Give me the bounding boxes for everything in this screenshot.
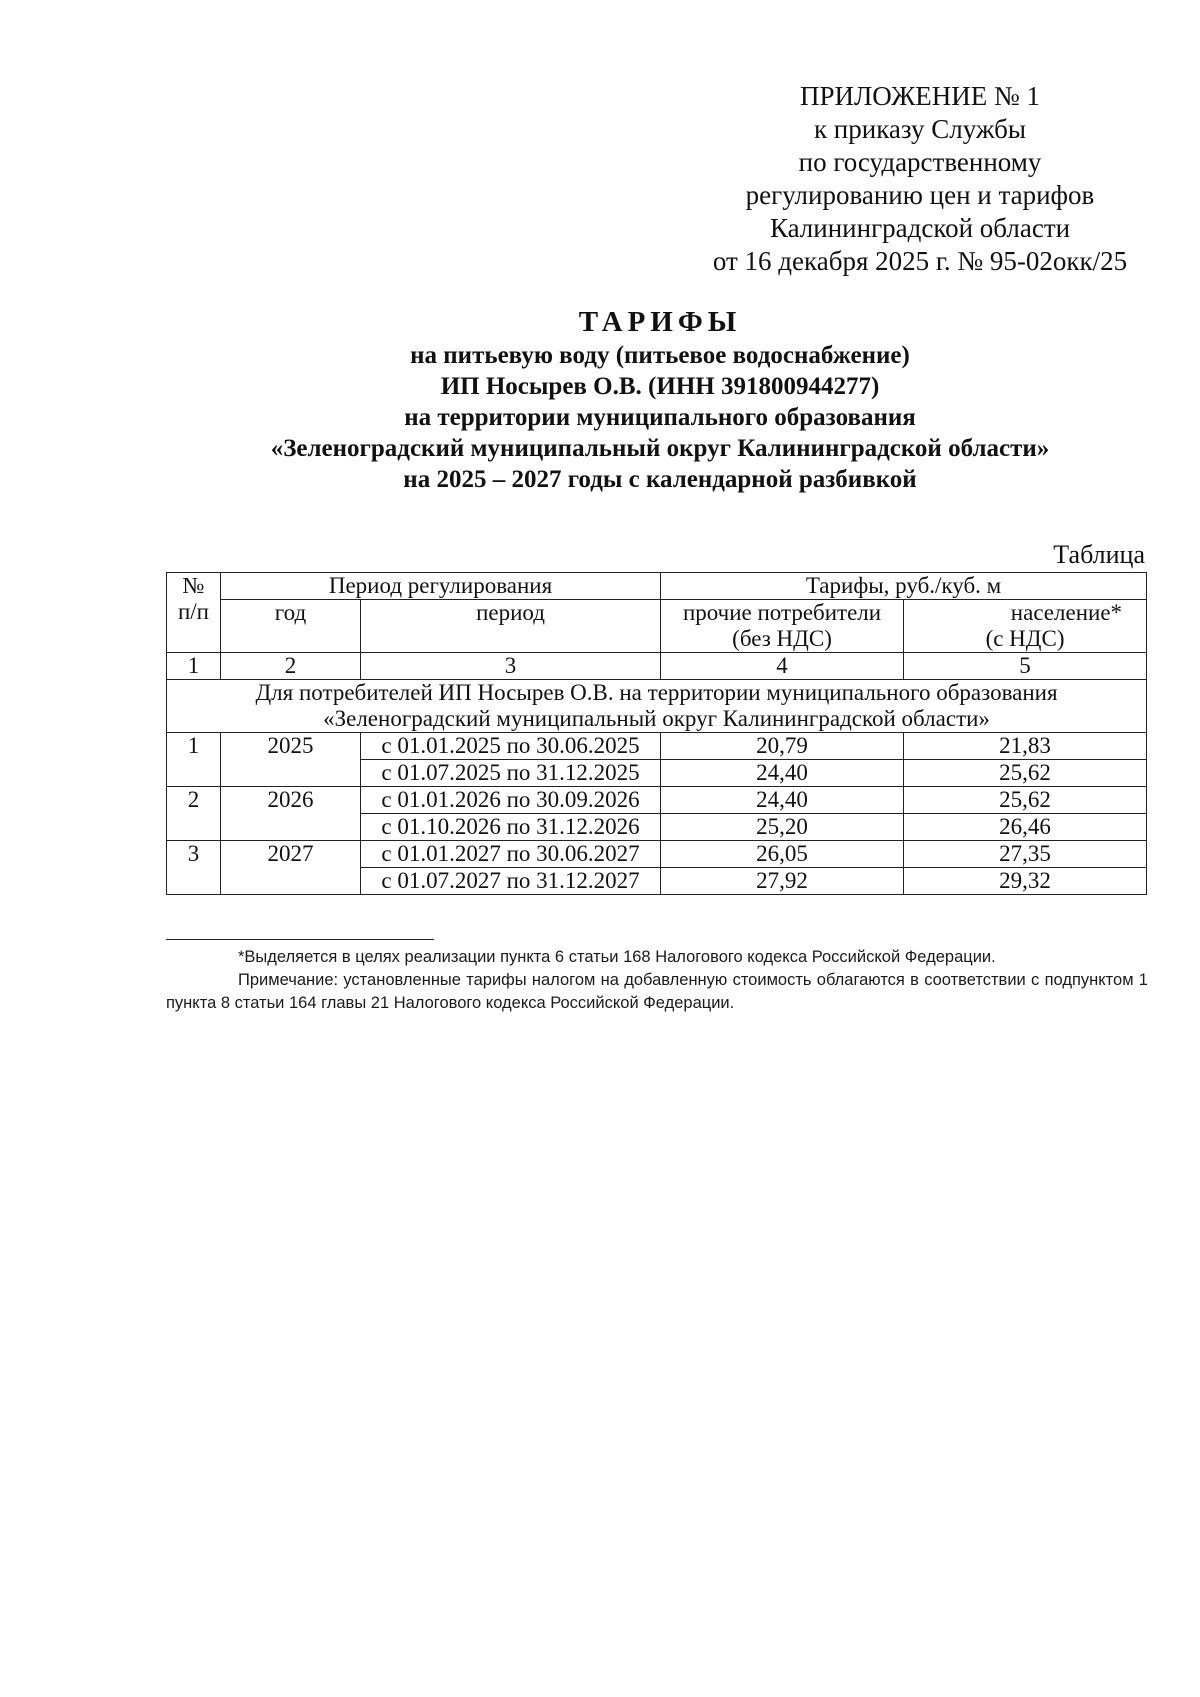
title-line-4: «Зеленоградский муниципальный округ Калининградской области» bbox=[270, 435, 1050, 462]
row-year: 2025 bbox=[221, 733, 361, 787]
row-tariff-population: 29,32 bbox=[904, 868, 1147, 895]
title-line-1: на питьевую воду (питьевое водоснабжение) bbox=[410, 342, 910, 369]
row-tariff-others: 25,20 bbox=[661, 814, 904, 841]
column-number: 3 bbox=[361, 653, 661, 680]
row-period: с 01.01.2027 по 30.06.2027 bbox=[361, 841, 661, 868]
header-population-line-2: (с НДС) bbox=[985, 626, 1065, 651]
header-population-cell bbox=[904, 600, 1147, 653]
document-title bbox=[160, 305, 1160, 495]
row-period: с 01.01.2025 по 30.06.2025 bbox=[361, 733, 661, 760]
column-number: 2 bbox=[221, 653, 361, 680]
row-period: с 01.10.2026 по 31.12.2026 bbox=[361, 814, 661, 841]
footnote-asterisk: *Выделяется в целях реализации пункта 6 статьи 168 Налогового кодекса Российской Федерации. bbox=[238, 948, 996, 966]
row-tariff-population: 25,62 bbox=[904, 760, 1147, 787]
title-line-3: на территории муниципального образования bbox=[404, 404, 916, 431]
appendix-line-3: по государственному bbox=[798, 147, 1042, 177]
appendix-line-6: от 16 декабря 2025 г. № 95-02окк/25 bbox=[712, 246, 1128, 276]
table-row bbox=[167, 733, 1147, 760]
row-period: с 01.07.2027 по 31.12.2027 bbox=[361, 868, 661, 895]
section-cell bbox=[167, 680, 1147, 733]
column-number: 4 bbox=[661, 653, 904, 680]
header-num-cell bbox=[167, 573, 221, 653]
row-tariff-others: 24,40 bbox=[661, 760, 904, 787]
section-row bbox=[167, 680, 1147, 733]
column-number: 5 bbox=[904, 653, 1147, 680]
header-tariff-group: Тарифы, руб./куб. м bbox=[661, 573, 1147, 600]
row-period: с 01.01.2026 по 30.09.2026 bbox=[361, 787, 661, 814]
header-row-2 bbox=[167, 600, 1147, 653]
footnote-divider bbox=[166, 939, 434, 940]
table-caption: Таблица bbox=[1053, 540, 1145, 569]
row-period: с 01.07.2025 по 31.12.2025 bbox=[361, 760, 661, 787]
row-num: 3 bbox=[167, 841, 221, 895]
header-num-line-2: п/п bbox=[177, 599, 209, 624]
row-tariff-population: 21,83 bbox=[904, 733, 1147, 760]
row-tariff-others: 26,05 bbox=[661, 841, 904, 868]
header-population-line-1: население* bbox=[1010, 600, 1123, 625]
header-others-line-1: прочие потребители bbox=[682, 600, 882, 625]
row-year: 2027 bbox=[221, 841, 361, 895]
appendix-header bbox=[700, 80, 1140, 278]
title-main: ТАРИФЫ bbox=[578, 306, 742, 338]
row-tariff-population: 25,62 bbox=[904, 787, 1147, 814]
row-num: 2 bbox=[167, 787, 221, 841]
row-tariff-population: 27,35 bbox=[904, 841, 1147, 868]
row-tariff-others: 20,79 bbox=[661, 733, 904, 760]
section-line-2: «Зеленоградский муниципальный округ Калининградской области» bbox=[323, 706, 990, 731]
row-year: 2026 bbox=[221, 787, 361, 841]
header-num-line-1: № bbox=[182, 573, 205, 598]
column-number: 1 bbox=[167, 653, 221, 680]
appendix-line-1: ПРИЛОЖЕНИЕ № 1 bbox=[799, 81, 1041, 111]
appendix-line-5: Калининградской области bbox=[769, 213, 1071, 243]
header-row-1 bbox=[167, 573, 1147, 600]
row-tariff-others: 24,40 bbox=[661, 787, 904, 814]
column-number-row bbox=[167, 653, 1147, 680]
footnotes bbox=[166, 946, 1148, 1015]
table-row bbox=[167, 787, 1147, 814]
header-others-line-2: (без НДС) bbox=[732, 626, 832, 651]
header-others-cell bbox=[661, 600, 904, 653]
appendix-line-4: регулированию цен и тарифов bbox=[745, 180, 1095, 210]
row-tariff-population: 26,46 bbox=[904, 814, 1147, 841]
appendix-line-2: к приказу Службы bbox=[813, 114, 1027, 144]
header-period: период bbox=[361, 600, 661, 653]
table-row bbox=[167, 841, 1147, 868]
row-num: 1 bbox=[167, 733, 221, 787]
section-line-1: Для потребителей ИП Носырев О.В. на территории муниципального образования bbox=[255, 680, 1058, 705]
footnote-note: Примечание: установленные тарифы налогом на добавленную стоимость облагаются в соответствии с подпунктом 1 пункта 8 статьи 164 главы 21 Налогового кодекса Российской Федерации. bbox=[166, 971, 1148, 1012]
title-line-2: ИП Носырев О.В. (ИНН 391800944277) bbox=[440, 373, 880, 400]
title-line-5: на 2025 – 2027 годы с календарной разбивкой bbox=[403, 466, 917, 493]
tariffs-table bbox=[166, 572, 1147, 895]
row-tariff-others: 27,92 bbox=[661, 868, 904, 895]
header-period-group: Период регулирования bbox=[221, 573, 661, 600]
header-year: год bbox=[221, 600, 361, 653]
